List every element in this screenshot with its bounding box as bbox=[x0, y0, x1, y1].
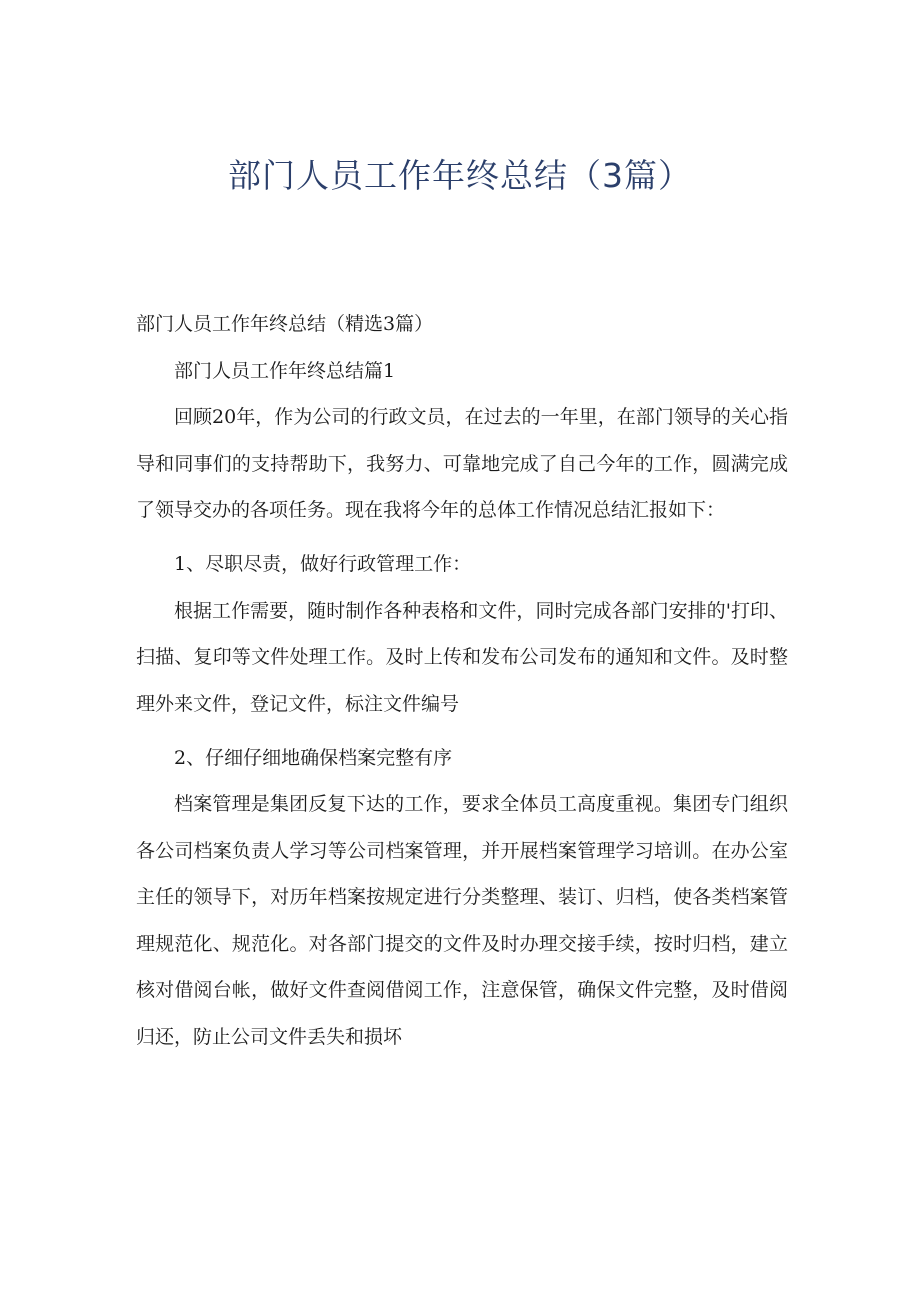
document-title: 部门人员工作年终总结（3篇） bbox=[228, 156, 692, 195]
paragraph-admin-work: 根据工作需要，随时制作各种表格和文件，同时完成各部门安排的'打印、扫描、复印等文件处理工作。及时上传和发布公司发布的通知和文件。及时整理外来文件，登记文件，标注文件编号 bbox=[136, 599, 788, 715]
paragraph-intro: 回顾20年，作为公司的行政文员，在过去的一年里，在部门领导的关心指导和同事们的支持帮助下，我努力、可靠地完成了自己今年的工作，圆满完成了领导交办的各项任务。现在我将今年的总体工作情况总结汇报如下： bbox=[136, 406, 788, 521]
document-body bbox=[136, 309, 788, 1076]
paragraph-archives: 档案管理是集团反复下达的工作，要求全体员工高度重视。集团专门组织各公司档案负责人学习等公司档案管理，并开展档案管理学习培训。在办公室主任的领导下，对历年档案按规定进行分类整理、装订、归档，使各类档案管理规范化、规范化。对各部门提交的文件及时办理交接手续，按时归档，建立核对借阅台帐，做好文件查阅借阅工作，注意保管，确保文件完整，及时借阅归还，防止公司文件丢失和损坏 bbox=[136, 793, 788, 1048]
document-subtitle: 部门人员工作年终总结（精选3篇） bbox=[136, 313, 434, 335]
list-heading-2: 2、仔细仔细地确保档案完整有序 bbox=[174, 746, 453, 769]
list-heading-1: 1、尽职尽责，做好行政管理工作： bbox=[174, 553, 472, 575]
section-heading: 部门人员工作年终总结篇1 bbox=[174, 359, 396, 382]
